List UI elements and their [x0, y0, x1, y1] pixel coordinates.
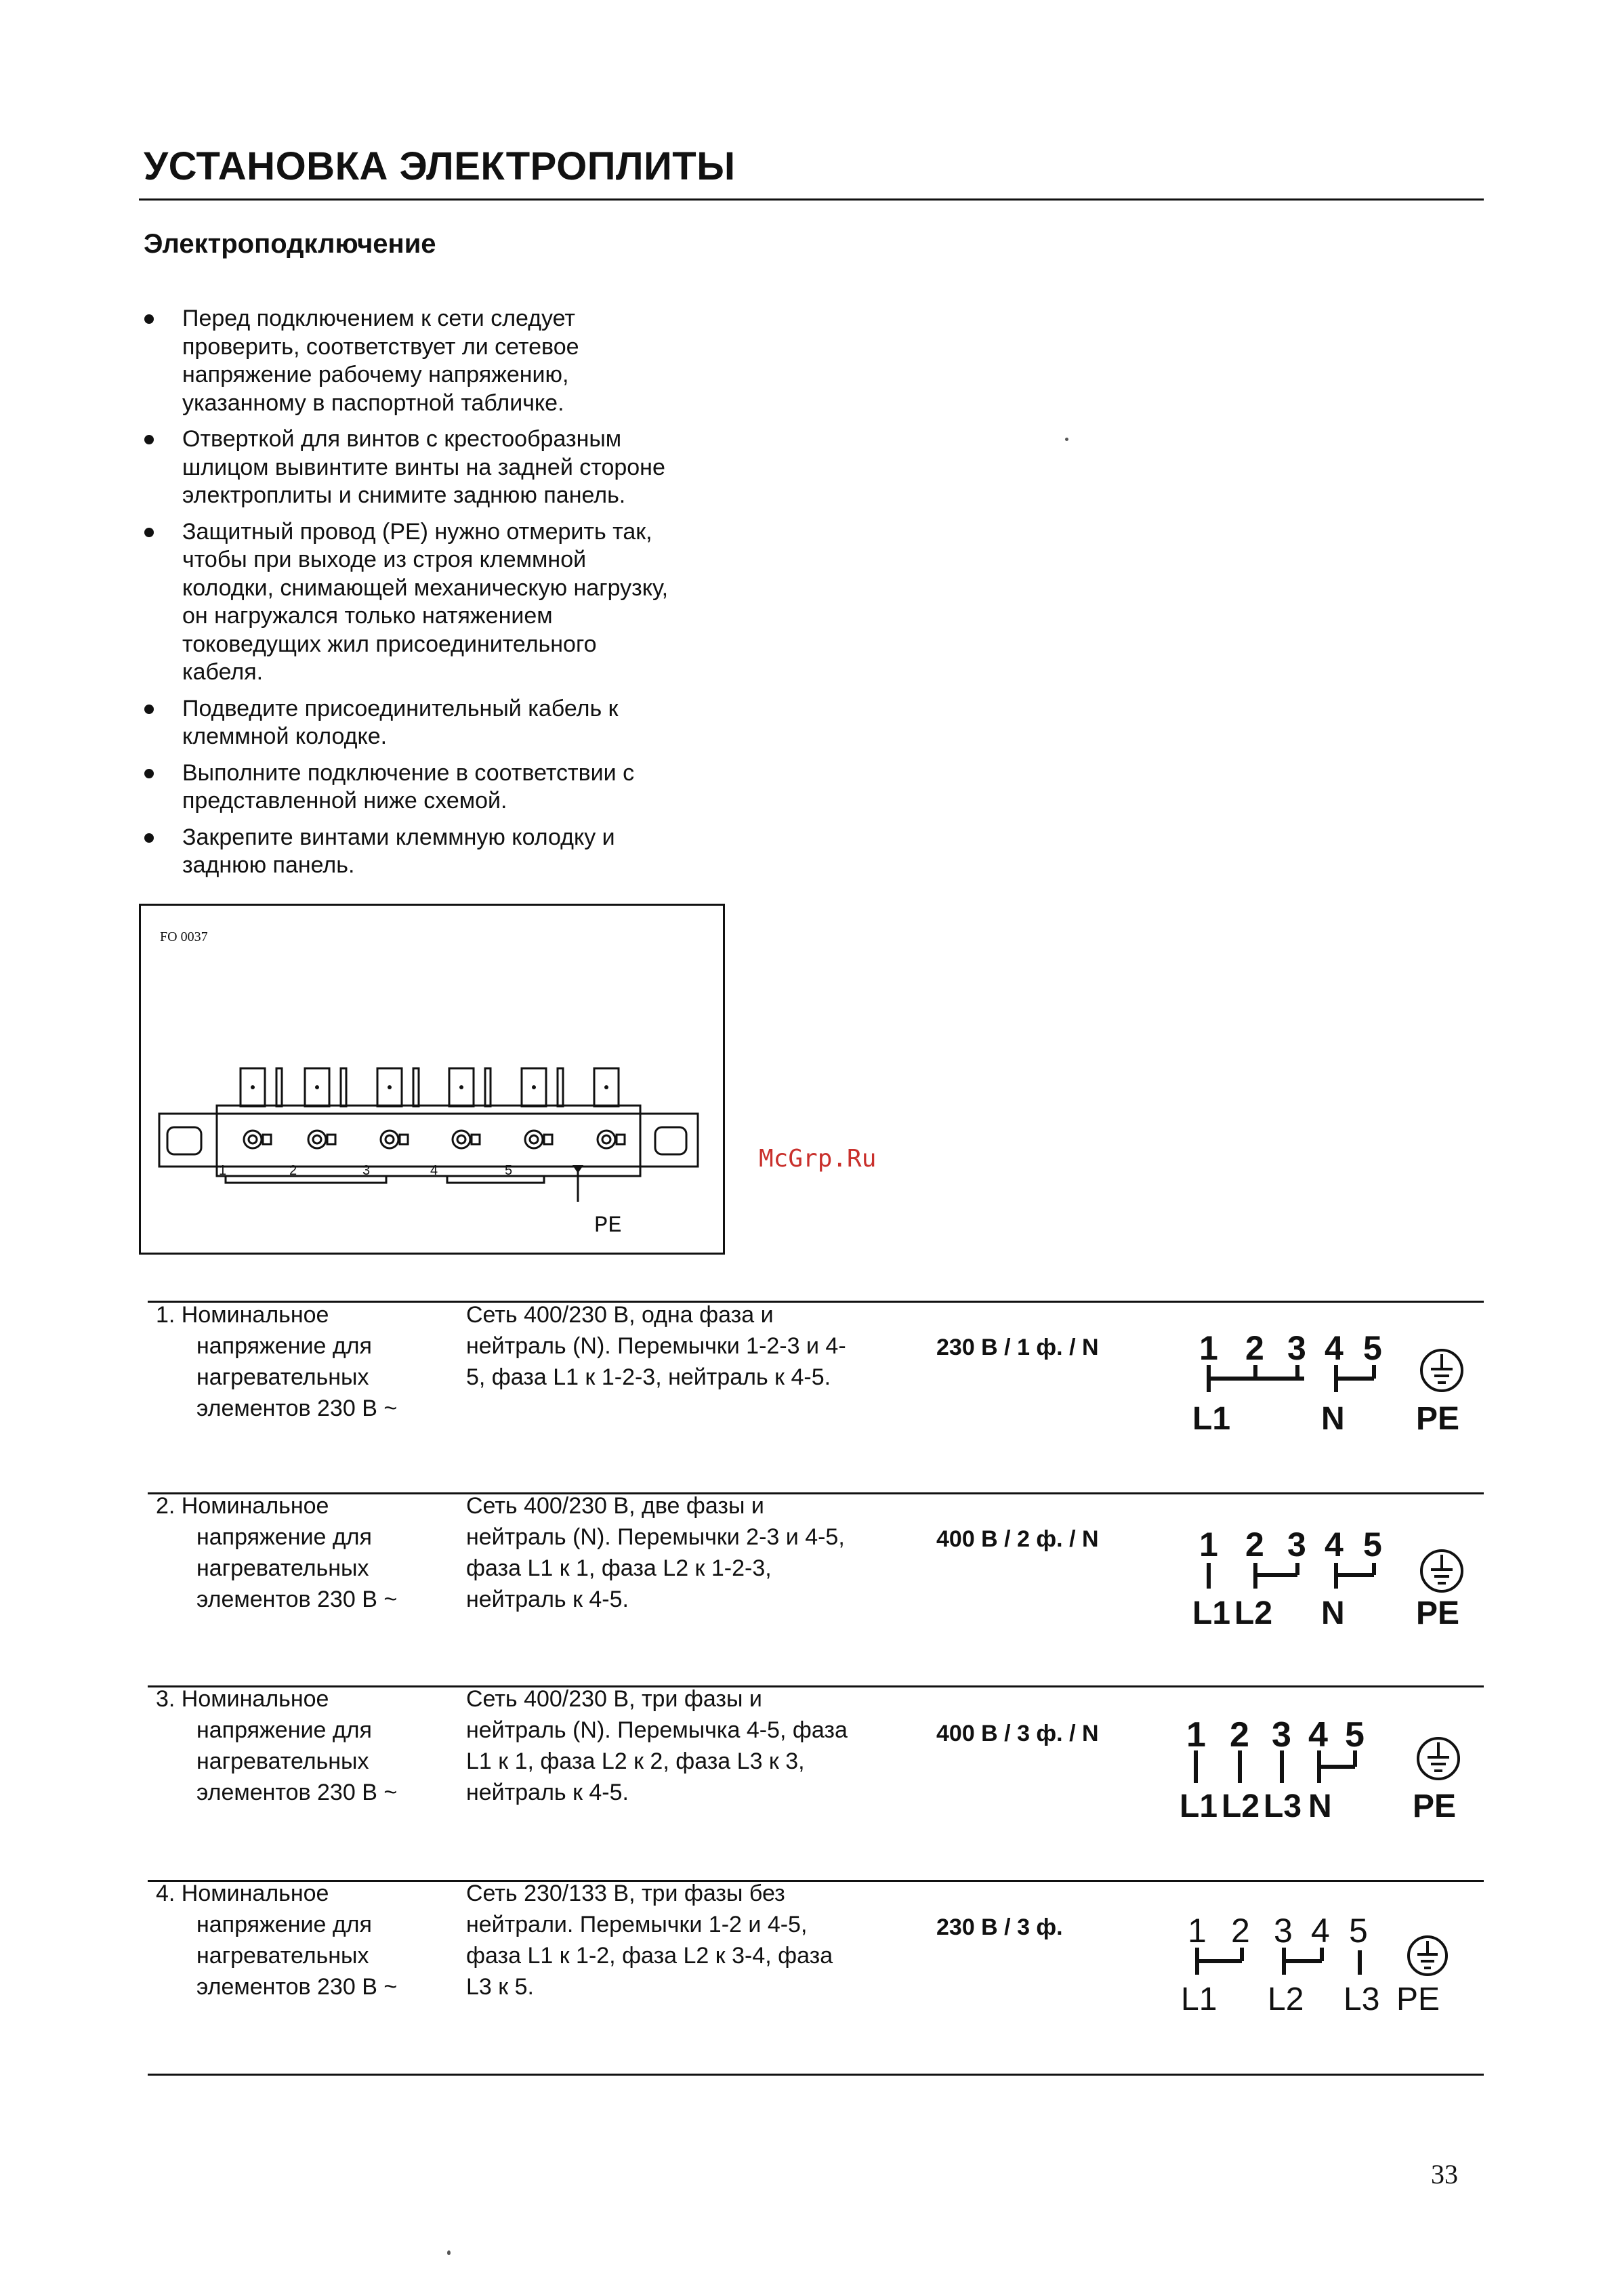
wiring-scheme [1175, 1707, 1484, 1826]
voltage-label: 400 В / 3 ф. / N [936, 1721, 1099, 1746]
svg-text:5: 5 [1363, 1329, 1382, 1367]
connector-tab [341, 1068, 346, 1106]
connector-tab [276, 1068, 282, 1106]
svg-text:2: 2 [1230, 1715, 1249, 1755]
svg-text:L1: L1 [1192, 1401, 1231, 1437]
earth-icon [1421, 1350, 1462, 1391]
connector-tab [485, 1068, 491, 1106]
svg-text:4: 4 [1325, 1526, 1344, 1564]
connection-title: 2. Номинальное напряжение для нагревательных элементов 230 В ~ [156, 1493, 398, 1612]
svg-text:2: 2 [1231, 1912, 1250, 1950]
svg-text:2: 2 [1245, 1329, 1264, 1367]
instruction-list [139, 305, 816, 888]
svg-text:4: 4 [1311, 1912, 1330, 1950]
svg-text:PE: PE [1413, 1788, 1457, 1824]
ground-arrow-icon [572, 1165, 583, 1173]
title-rule [139, 198, 1484, 201]
mount-hole-left [167, 1127, 201, 1154]
watermark: McGrp.Ru [759, 1145, 877, 1173]
connection-description: Сеть 400/230 В, одна фаза и нейтраль (N). Перемычки 1-2-3 и 4- 5, фаза L1 к 1-2-3, нейтраль к 4-5. [466, 1302, 846, 1390]
svg-text:3: 3 [1274, 1912, 1293, 1950]
svg-text:4: 4 [1325, 1329, 1344, 1367]
svg-text:N: N [1321, 1401, 1345, 1437]
section-subtitle: Электроподключение [144, 229, 436, 259]
voltage-label: 230 В / 3 ф. [936, 1914, 1063, 1940]
list-item: Защитный провод (PE) нужно отмерить так, чтобы при выходе из строя клеммной колодки, снимающей механическую нагрузку, он нагружался только натяжением токоведущих жил присоединительного кабеля. [139, 518, 816, 687]
svg-text:5: 5 [1345, 1715, 1365, 1755]
page-title: УСТАНОВКА ЭЛЕКТРОПЛИТЫ [144, 144, 736, 188]
svg-text:L1: L1 [1180, 1788, 1218, 1824]
connection-title: 4. Номинальное напряжение для нагревательных элементов 230 В ~ [156, 1881, 398, 2000]
svg-text:PE: PE [1416, 1595, 1460, 1631]
ground-label: PE [594, 1213, 622, 1239]
terminal-number: 5 [505, 1163, 513, 1178]
earth-icon [1409, 1937, 1446, 1975]
svg-text:L1: L1 [1181, 1981, 1217, 2017]
bullet-icon [144, 314, 154, 324]
svg-text:4: 4 [1308, 1715, 1328, 1755]
list-item: Перед подключением к сети следует проверить, соответствует ли сетевое напряжение рабочему напряжению, указанному в паспортной табличке. [139, 305, 816, 417]
row-rule [148, 2074, 1484, 2076]
mount-hole-right [655, 1127, 686, 1154]
svg-text:5: 5 [1349, 1912, 1368, 1950]
svg-text:5: 5 [1363, 1526, 1382, 1564]
svg-text:N: N [1308, 1788, 1332, 1824]
terminal-number: 1 [219, 1163, 227, 1178]
svg-text:N: N [1321, 1595, 1345, 1631]
svg-text:2: 2 [1245, 1526, 1264, 1564]
terminal-screws [244, 1131, 625, 1148]
scan-speck [447, 2250, 451, 2255]
connection-description: Сеть 400/230 В, две фазы и нейтраль (N). Перемычки 2-3 и 4-5, фаза L1 к 1, фаза L2 к 1-2-3, нейтраль к 4-5. [466, 1493, 845, 1612]
svg-text:L3: L3 [1344, 1981, 1380, 2017]
wiring-scheme [1186, 1521, 1484, 1636]
list-item: Выполните подключение в соответствии с представленной ниже схемой. [139, 759, 816, 816]
connection-description: Сеть 230/133 В, три фазы без нейтрали. Перемычки 1-2 и 4-5, фаза L1 к 1-2, фаза L2 к 3-4, фаза L3 к 5. [466, 1881, 833, 2000]
connection-title: 1. Номинальное напряжение для нагревательных элементов 230 В ~ [156, 1302, 398, 1421]
connection-title: 3. Номинальное напряжение для нагревательных элементов 230 В ~ [156, 1686, 398, 1805]
page-number: 33 [1431, 2159, 1458, 2189]
scan-speck [1065, 438, 1068, 441]
svg-text:1: 1 [1186, 1715, 1206, 1755]
connection-description: Сеть 400/230 В, три фазы и нейтраль (N). Перемычка 4-5, фаза L1 к 1, фаза L2 к 2, фаза L3 к 3, нейтраль к 4-5. [466, 1686, 848, 1805]
terminal-number: 3 [362, 1163, 371, 1178]
bullet-icon [144, 833, 154, 843]
terminal-block-drawing [139, 904, 725, 1255]
svg-text:L2: L2 [1234, 1595, 1273, 1631]
svg-text:3: 3 [1287, 1526, 1306, 1564]
terminal-number: 2 [289, 1163, 297, 1178]
earth-icon [1418, 1738, 1459, 1779]
voltage-label: 230 В / 1 ф. / N [936, 1335, 1099, 1360]
svg-text:1: 1 [1199, 1329, 1218, 1367]
svg-text:3: 3 [1287, 1329, 1306, 1367]
list-item: Закрепите винтами клеммную колодку и заднюю панель. [139, 824, 816, 880]
connector-tab [558, 1068, 563, 1106]
wiring-scheme [1186, 1324, 1484, 1440]
list-item: Отверткой для винтов с крестообразным шлицом вывинтите винты на задней стороне электроплиты и снимите заднюю панель. [139, 425, 816, 510]
earth-icon [1421, 1551, 1462, 1591]
bullet-icon [144, 769, 154, 778]
svg-text:1: 1 [1188, 1912, 1207, 1950]
svg-text:PE: PE [1396, 1981, 1440, 2017]
svg-text:3: 3 [1272, 1715, 1291, 1755]
voltage-label: 400 В / 2 ф. / N [936, 1526, 1099, 1552]
svg-text:L1: L1 [1192, 1595, 1231, 1631]
terminal-number: 4 [430, 1163, 438, 1178]
bullet-icon [144, 435, 154, 444]
svg-text:PE: PE [1416, 1401, 1460, 1437]
svg-text:L2: L2 [1268, 1981, 1304, 2017]
connector-tab [413, 1068, 419, 1106]
svg-text:1: 1 [1199, 1526, 1218, 1564]
wiring-scheme [1175, 1907, 1484, 2026]
svg-text:L2: L2 [1222, 1788, 1260, 1824]
svg-text:L3: L3 [1264, 1788, 1302, 1824]
bullet-icon [144, 705, 154, 714]
list-item: Подведите присоединительный кабель к клеммной колодке. [139, 695, 816, 751]
figure-code: FO 0037 [160, 929, 208, 944]
bullet-icon [144, 528, 154, 537]
